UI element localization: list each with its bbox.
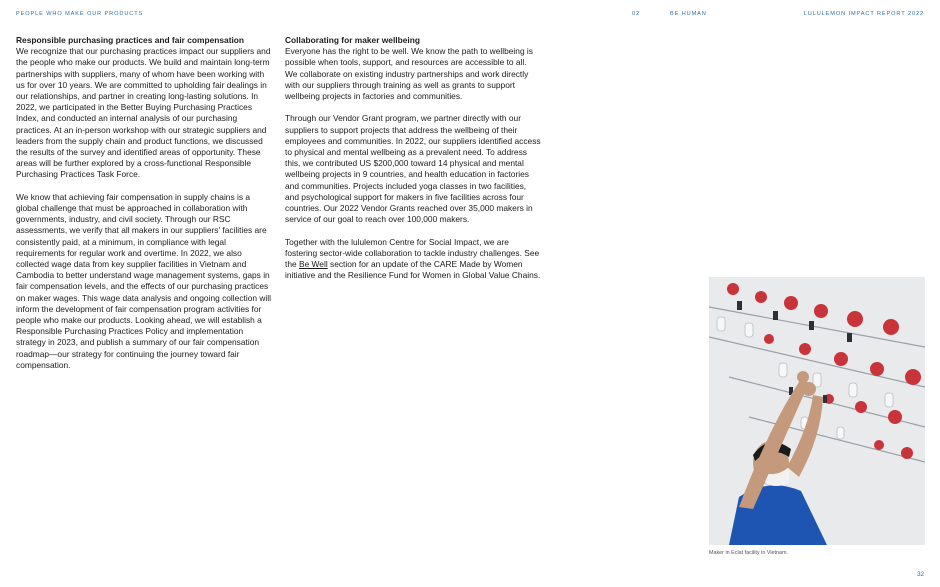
purchasing-paragraph-1: We recognize that our purchasing practices impact our suppliers and the people who make our products. We build and maintain long-term partnerships with suppliers, many of whom have been working with us for over 10 years. We are committed to upholding fair dealings in our relationships, and partner in creating long-lasting solutions. In 2022, we participated in the Better Buying Purchasing Practices Index, and conducted an internal analysis of our purchasing practices. At an in-person workshop with our strategic suppliers and leaders from the supply chain and product functions, we discussed the results of the survey and identified areas of opportunity. These areas will be further explored by a cross-functional Responsible Purchasing Practices Task Force. [16, 46, 271, 180]
header-section-label: PEOPLE WHO MAKE OUR PRODUCTS [16, 11, 144, 17]
photo-caption: Maker in Eclat facility in Vietnam. [709, 550, 788, 556]
middle-column [285, 35, 541, 293]
page-number: 32 [917, 571, 924, 578]
left-column [16, 35, 273, 382]
factory-worker-photo [709, 277, 925, 545]
wellbeing-paragraph-3 [285, 237, 541, 282]
wellbeing-heading: Collaborating for maker wellbeing [285, 35, 420, 45]
wellbeing-paragraph-1: Everyone has the right to be well. We know the path to wellbeing is possible when tools, support, and resources are accessible to all. We collaborate on existing industry partnerships and work directly with our suppliers through training as well as grants to support wellbeing projects in factories and communities. [285, 46, 533, 102]
paragraph-3-text-after: section for an update of the CARE Made by Women initiative and the Resilience Fund for Women in Global Value Chains. [285, 259, 541, 281]
purchasing-heading: Responsible purchasing practices and fair compensation [16, 35, 245, 45]
photo-illustration [709, 277, 925, 545]
purchasing-paragraph-2: We know that achieving fair compensation in supply chains is a global challenge that must be approached in collaboration with governments, industry, and civil society. Through our RSC assessments, we verify that all makers in our suppliers' facilities are consistently paid, at a minimum, in compliance with legal requirements for regular work and overtime. In 2022, we also collected wage data from key supplier facilities in Vietnam and Cambodia to better understand wage management systems, gaps in fair compensation levels, and the effects of our purchasing practices on maker wages. This wage data analysis and ongoing collection will inform the development of fair compensation program activities for people who make our products. Looking ahead, we will establish a Responsible Purchasing Practices Policy and implementation strategy in 2023, and publish a summary of our fair compensation roadmap—our strategy for continuing the journey toward fair compensation. [16, 191, 271, 370]
header-section-number: 02 [632, 11, 641, 17]
be-well-link[interactable]: Be Well [298, 259, 328, 270]
wellbeing-paragraph-2: Through our Vendor Grant program, we partner directly with our suppliers to support projects that address the wellbeing of their employees and communities. In 2022, our suppliers identified access to physical and mental wellbeing as a prevalent need. To address this, we contributed US $200,000 toward 14 physical and mental wellbeing projects in 9 countries, and health education in factories and communities. Projects included yoga classes in two facilities, and psychological support for makers in five facilities across four countries. Our 2022 Vendor Grants reached over 35,000 makers in service of our goal to reach over 100,000 makers. [285, 113, 541, 225]
header-section-title: BE HUMAN [670, 11, 707, 17]
header-report-title: LULULEMON IMPACT REPORT 2022 [803, 11, 924, 17]
paragraph-3-text-before: Together with the lululemon Centre for Social Impact, we are fostering sector-wide collaboration to tackle industry challenges. See the [285, 236, 540, 270]
